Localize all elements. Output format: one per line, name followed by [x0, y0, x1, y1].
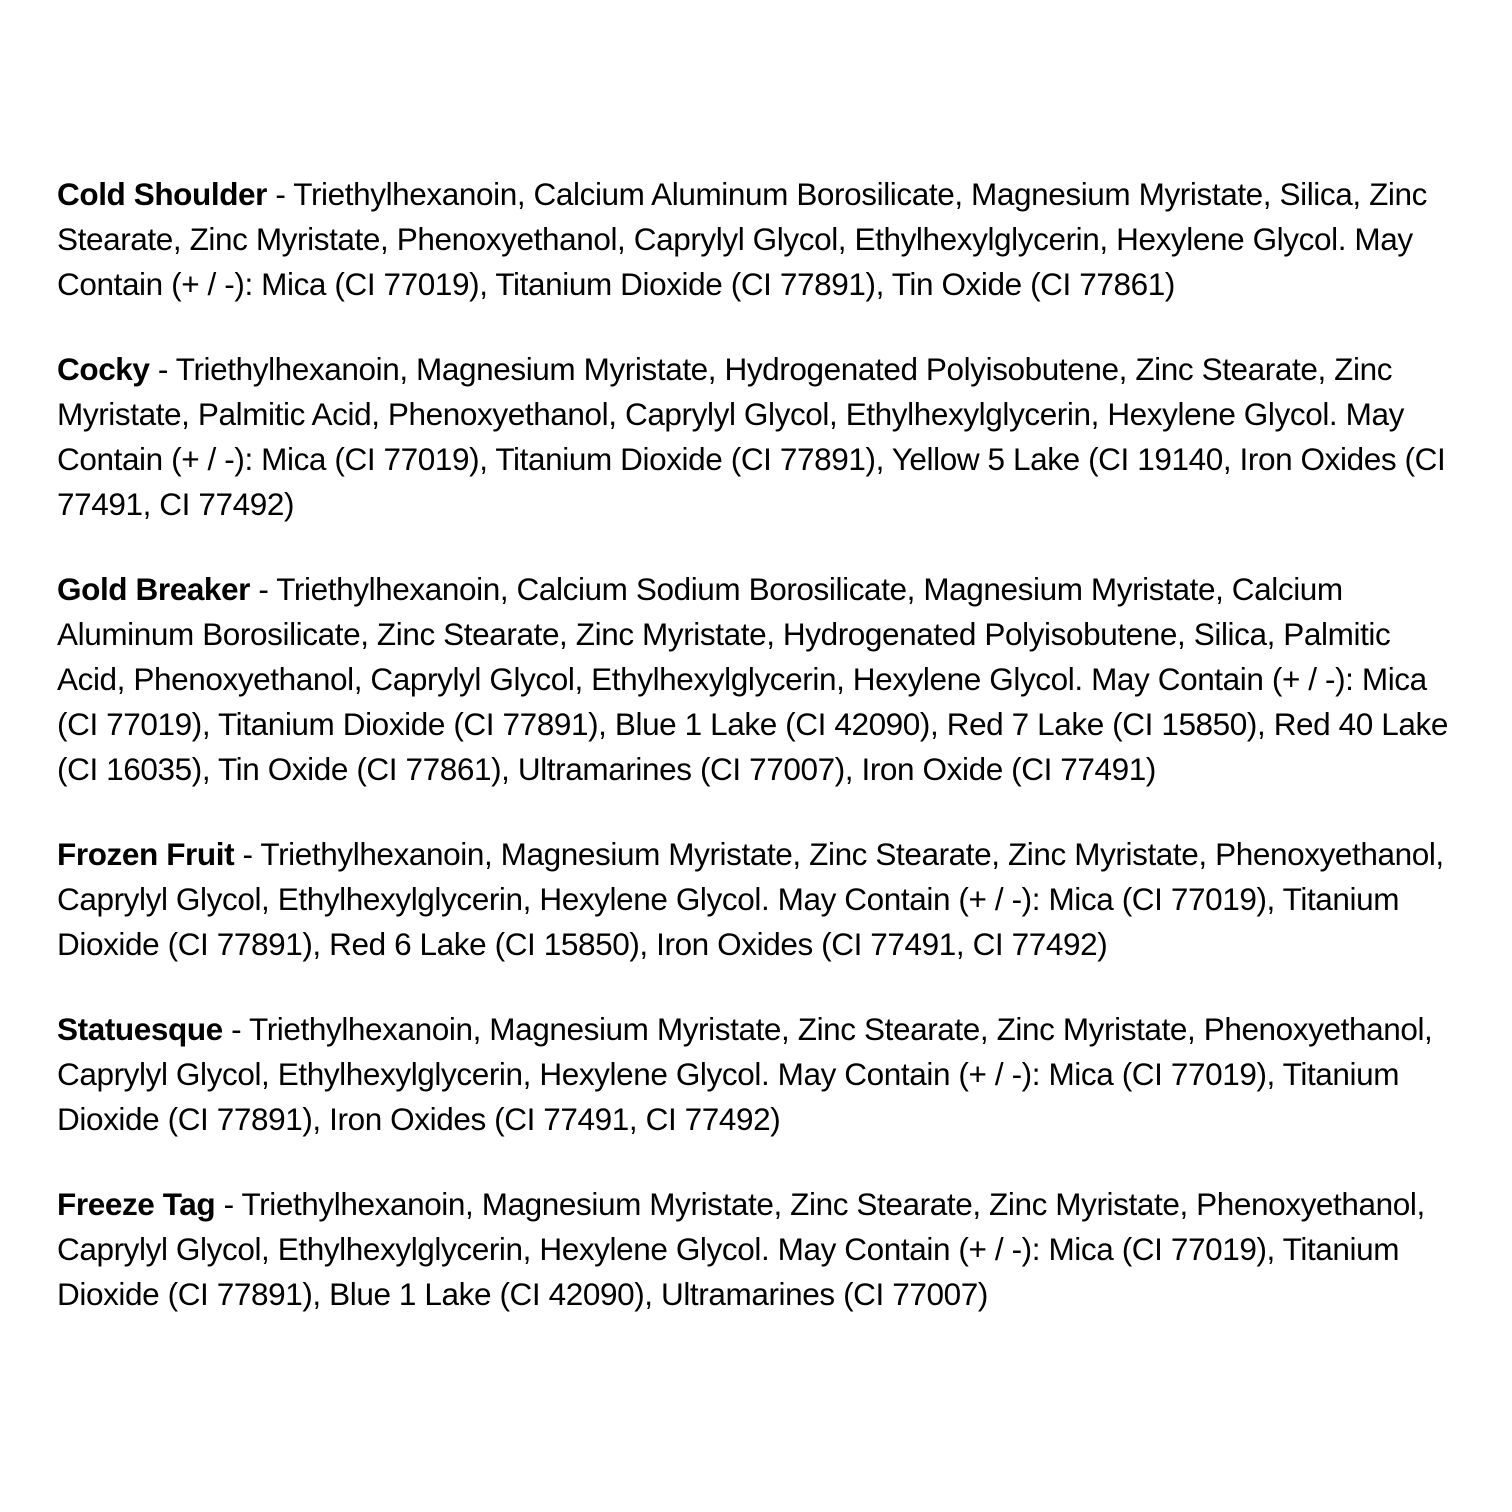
ingredient-paragraph-freeze-tag [57, 1182, 1457, 1317]
ingredient-paragraph-statuesque [57, 1007, 1457, 1142]
shade-name: Frozen Fruit [57, 836, 235, 872]
ingredient-list-text: - Triethylhexanoin, Calcium Aluminum Borosilicate, Magnesium Myristate, Silica, Zinc Stearate, Zinc Myristate, Phenoxyethanol, Caprylyl Glycol, Ethylhexylglycerin, Hexylene Glycol. May Contain (+ / -): Mica (CI 77019), Titanium Dioxide (CI 77891), Tin Oxide (CI 77861) [57, 176, 1427, 302]
shade-name: Cocky [57, 351, 150, 387]
ingredient-list-text: - Triethylhexanoin, Magnesium Myristate, Zinc Stearate, Zinc Myristate, Phenoxyethanol, Caprylyl Glycol, Ethylhexylglycerin, Hexylene Glycol. May Contain (+ / -): Mica (CI 77019), Titanium Dioxide (CI 77891), Iron Oxides (CI 77491, CI 77492) [57, 1011, 1433, 1137]
shade-name: Cold Shoulder [57, 176, 268, 212]
ingredient-list-text: - Triethylhexanoin, Magnesium Myristate, Zinc Stearate, Zinc Myristate, Phenoxyethanol, Caprylyl Glycol, Ethylhexylglycerin, Hexylene Glycol. May Contain (+ / -): Mica (CI 77019), Titanium Dioxide (CI 77891), Blue 1 Lake (CI 42090), Ultramarines (CI 77007) [57, 1186, 1425, 1312]
shade-name: Statuesque [57, 1011, 223, 1047]
ingredient-paragraph-cold-shoulder [57, 172, 1457, 307]
shade-name: Gold Breaker [57, 571, 251, 607]
ingredient-list-text: - Triethylhexanoin, Calcium Sodium Borosilicate, Magnesium Myristate, Calcium Aluminum Borosilicate, Zinc Stearate, Zinc Myristate, Hydrogenated Polyisobutene, Silica, Palmitic Acid, Phenoxyethanol, Caprylyl Glycol, Ethylhexylglycerin, Hexylene Glycol. May Contain (+ / -): Mica (CI 77019), Titanium Dioxide (CI 77891), Blue 1 Lake (CI 42090), Red 7 Lake (CI 15850), Red 40 Lake (CI 16035), Tin Oxide (CI 77861), Ultramarines (CI 77007), Iron Oxide (CI 77491) [57, 571, 1448, 787]
ingredient-list-text: - Triethylhexanoin, Magnesium Myristate, Hydrogenated Polyisobutene, Zinc Stearate, Zinc Myristate, Palmitic Acid, Phenoxyethanol, Caprylyl Glycol, Ethylhexylglycerin, Hexylene Glycol. May Contain (+ / -): Mica (CI 77019), Titanium Dioxide (CI 77891), Yellow 5 Lake (CI 19140, Iron Oxides (CI 77491, CI 77492) [57, 351, 1446, 522]
ingredient-paragraph-cocky [57, 347, 1457, 527]
ingredient-paragraph-gold-breaker [57, 567, 1457, 792]
ingredient-paragraph-frozen-fruit [57, 832, 1457, 967]
ingredient-list-text: - Triethylhexanoin, Magnesium Myristate, Zinc Stearate, Zinc Myristate, Phenoxyethanol, Caprylyl Glycol, Ethylhexylglycerin, Hexylene Glycol. May Contain (+ / -): Mica (CI 77019), Titanium Dioxide (CI 77891), Red 6 Lake (CI 15850), Iron Oxides (CI 77491, CI 77492) [57, 836, 1444, 962]
shade-name: Freeze Tag [57, 1186, 216, 1222]
